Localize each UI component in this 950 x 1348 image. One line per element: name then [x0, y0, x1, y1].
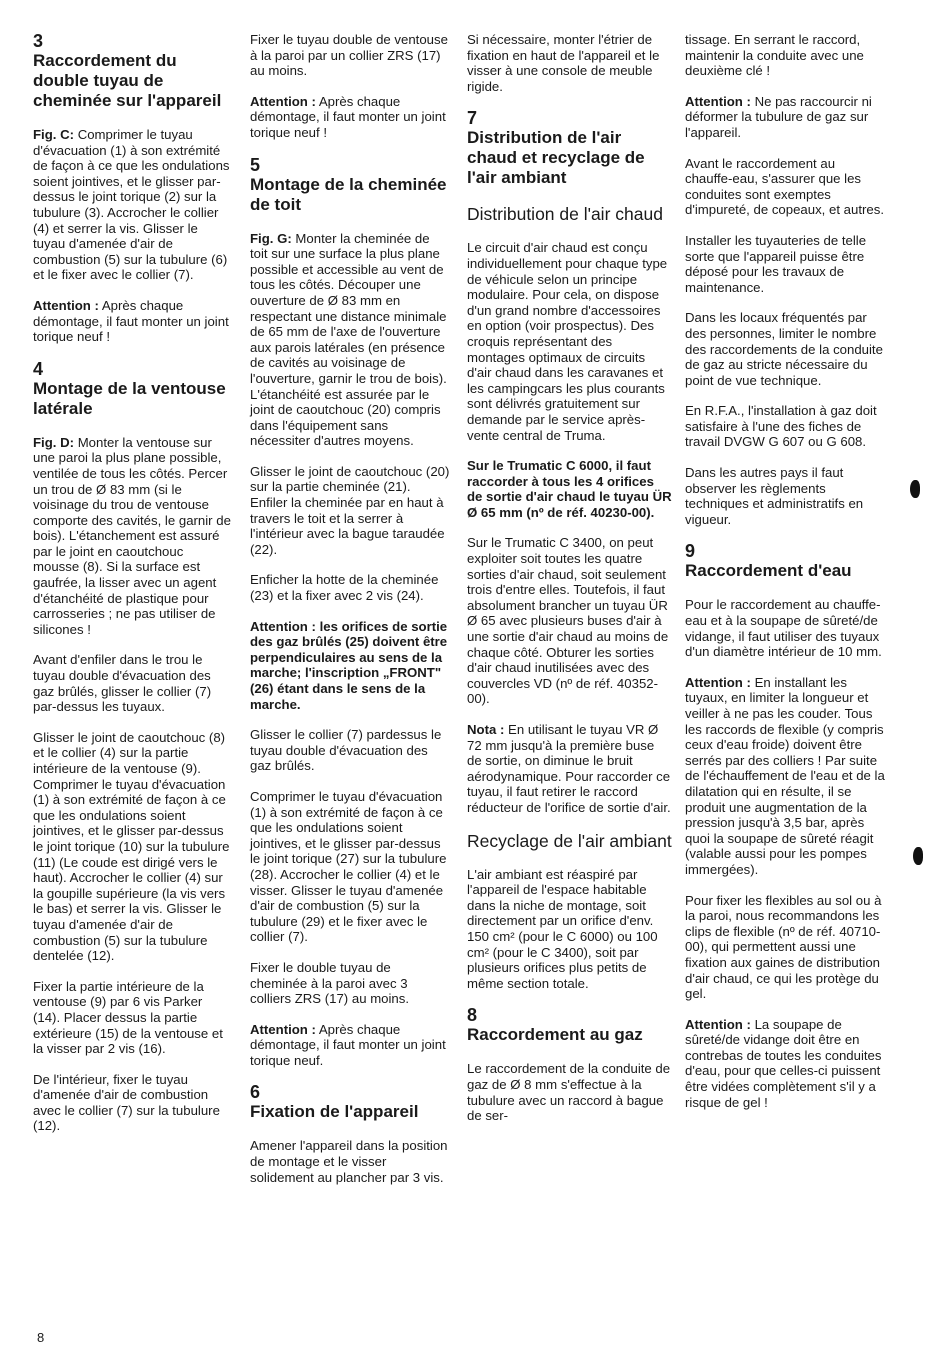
paragraph: En R.F.A., l'installation à gaz doit satisfaire à l'une des fiches de travail DVGW G 607 ou G 608. [685, 403, 877, 450]
paragraph: Glisser le joint de caoutchouc (8) et le collier (4) sur la partie intérieure de la ventouse (9). Comprimer le tuyau d'évacuation (1) à son extrémité de façon à ce que les ondulations soient jointives, et le glisser par-dessus le joint torique (10) sur la tubulure (11) (Le coude est dirigé vers le haut). Accrocher le collier (4) sur la goupille supérieure (la vis vers le bas) et serrer la vis. Glisser le tuyau d'amenée d'air de combustion (5) sur la tubulure dentelée (12). [33, 729, 230, 964]
attention-label: Attention : [250, 1021, 316, 1037]
section-4-title: Montage de la ventouse latérale [33, 378, 226, 418]
paragraph-text: Après chaque démontage, il faut monter un joint torique neuf. [250, 1021, 446, 1068]
paragraph: Dans les locaux fréquentés par des personnes, limiter le nombre des raccordements de la conduite de gaz au stricte nécessaire du point de vue technique. [685, 310, 883, 388]
attention-label: Attention : [685, 93, 751, 109]
section-3-title: Raccordement du double tuyau de cheminée sur l'appareil [33, 51, 222, 110]
paragraph [685, 1017, 885, 1111]
section-3-number: 3 [33, 31, 44, 51]
section-7-number: 7 [467, 108, 478, 129]
paragraph-text: Comprimer le tuyau d'évacuation (1) à son extrémité de façon à ce que les ondulations soient jointives, et le glisser par-dessus le joint torique (2) sur la tubulure (3). Accrocher le collier (4) et serrer la vis. Glisser le tuyau d'amenée d'air de combustion (5) sur la tubulure (6) et le fixer avec le collier (7). [33, 127, 230, 283]
paragraph: Comprimer le tuyau d'évacuation (1) à son extrémité de façon à ce que les ondulations soient jointives, et le glisser par-dessus le joint torique (27) sur la tubulure (28). Accrocher le collier (4) et le visser. Glisser le tuyau d'amenée d'air de combustion (5) sur la tubulure (29) et le fixer avec le collier (7). [250, 788, 447, 945]
paragraph: De l'intérieur, fixer le tuyau d'amenée d'air de combustion avec le collier (7) sur la tubulure (12). [33, 1071, 220, 1134]
section-8-title: Raccordement au gaz [467, 1025, 643, 1045]
attention-label: Attention : [33, 297, 99, 313]
paragraph [250, 231, 450, 449]
paragraph: Fixer le double tuyau de cheminée à la paroi avec 3 colliers ZRS (17) au moins. [250, 959, 410, 1007]
column-2 [250, 32, 450, 1200]
subsection-title: Distribution de l'air chaud [467, 204, 663, 225]
column-3 [467, 32, 672, 1139]
paragraph: Fixer le tuyau double de ventouse à la paroi par un collier ZRS (17) au moins. [250, 32, 448, 79]
section-5-title: Montage de la cheminée de toit [250, 174, 447, 214]
paragraph-text: Après chaque démontage, il faut monter un joint torique neuf ! [250, 93, 446, 140]
binding-hole-mark-icon [910, 480, 920, 498]
paragraph-bold [250, 619, 450, 713]
fig-d-label: Fig. D: [33, 434, 75, 450]
paragraph [685, 675, 885, 878]
paragraph-text: En utilisant le tuyau VR Ø 72 mm jusqu'à la première buse de sortie, on diminue le bruit aérodynamique. Pour raccorder ce tuyau, il faut retirer le raccord réducteur de l'orifice de sortie d'air. [467, 722, 671, 815]
attention-label: Attention : [250, 618, 316, 634]
section-7-title: Distribution de l'air chaud et recyclage de l'air ambiant [467, 128, 645, 188]
fig-g-label: Fig. G: [250, 230, 292, 246]
nota-label: Nota : [467, 722, 505, 737]
paragraph: Pour fixer les flexibles au sol ou à la paroi, nous recommandons les clips de flexible (nº de réf. 40710-00), qui permettent aussi une fixation aux gaines de distribution d'air chaud, ce qui les protège du gel. [685, 892, 882, 1002]
section-9-number: 9 [685, 541, 696, 562]
paragraph-text: Ne pas raccourcir ni déformer la tubulure de gaz sur l'appareil. [685, 93, 872, 140]
paragraph [685, 94, 885, 141]
paragraph [33, 298, 233, 345]
paragraph-text: les orifices de sortie des gaz brûlés (25) doivent être perpendiculaires au sens de la marche; l'inscription „FRONT" (26) étant dans le sens de la marche. [250, 618, 448, 712]
column-4 [685, 32, 885, 1125]
paragraph-text: En installant les tuyaux, en limiter la longueur et veiller à ne pas les couder. Tous les raccords de flexible (y compris ceux d'eau froide) doivent être serrés par des colliers ! Par suite de l'échauffement de l'eau et de la dilatation qui en résulte, il se produit une augmentation de la pression jusqu'à 3,5 bar, après quoi la soupape de sûreté réagit (valable aussi pour les pompes immergées). [685, 674, 885, 877]
section-6-number: 6 [250, 1082, 261, 1103]
paragraph: Le raccordement de la conduite de gaz de Ø 8 mm s'effectue à la tubulure avec un raccord à bague de ser- [467, 1061, 671, 1124]
paragraph: Installer les tuyauteries de telle sorte que l'appareil puisse être déposé pour les travaux de maintenance. [685, 232, 867, 295]
paragraph: Glisser le joint de caoutchouc (20) sur la partie cheminée (21). Enfiler la cheminée par en haut à travers le toit et la serrer à l'intérieur avec la bague taraudée (22). [250, 463, 450, 557]
column-1 [33, 32, 233, 1149]
paragraph: Pour le raccordement au chauffe-eau et à la soupape de sûreté/de vidange, il faut utiliser des tuyaux d'un diamètre intérieur de 10 mm. [685, 597, 882, 660]
paragraph [250, 94, 450, 141]
attention-label: Attention : [685, 1016, 751, 1032]
section-5-number: 5 [250, 154, 261, 175]
attention-label: Attention : [250, 93, 316, 109]
paragraph: Si nécessaire, monter l'étrier de fixation en haut de l'appareil et le visser à une console de meuble rigide. [467, 32, 660, 94]
paragraph-text: La soupape de sûreté/de vidange doit être en contrebas de toutes les conduites d'eau, pour que celles-ci puissent être vidées complètement s'il y a risque de gel ! [685, 1016, 882, 1110]
paragraph [33, 127, 233, 283]
paragraph: Amener l'appareil dans la position de montage et le visser solidement au plancher par 3 vis. [250, 1138, 448, 1185]
paragraph-text: Monter la cheminée de toit sur une surface la plus plane possible et accessible au vent de tous les côtés. Découper une ouverture de Ø 83 mm en respectant une distance minimale de 65 mm de l'axe de l'ouverture aux parois latérales (en présence de cavités au voisinage de l'ouverture, garnir le trou de bois). L'étanchéité est assurée par le joint de caoutchouc (20) compris dans l'équipement sans nécessiter d'autres moyens. [250, 230, 447, 449]
paragraph: L'air ambiant est réaspiré par l'appareil de l'espace habitable dans la niche de montage, soit directement par un orifice d'env. 150 cm² (pour le C 6000) ou 100 cm² (pour le C 3400), soit par plusieurs orifices plus petits de même section totale. [467, 866, 658, 991]
paragraph-text: Monter la ventouse sur une paroi la plus plane possible, ventilée de tous les côtés. Percer un trou de Ø 83 mm (si le voisinage du trou de ventouse comporte des cavités, le garnir de bois). L'étanchement est assuré par le joint en caoutchouc mousse (8). Si la surface est gaufrée, la lisser avec un agent d'étanchéité de plastique pour carrosseries ; ne pas utiliser de silicones ! [33, 434, 231, 637]
paragraph: Avant le raccordement au chauffe-eau, s'assurer que les conduites sont exemptes d'impureté, de copeaux, et autres. [685, 155, 884, 218]
paragraph: Dans les autres pays il faut observer les règlements techniques et administratifs en vigueur. [685, 465, 864, 527]
paragraph: Enficher la hotte de la cheminée (23) et la fixer avec 2 vis (24). [250, 572, 439, 604]
section-6-title: Fixation de l'appareil [250, 1102, 419, 1122]
binding-hole-mark-icon [913, 847, 923, 865]
paragraph: Glisser le collier (7) pardessus le tuyau double d'évacuation des gaz brûlés. [250, 727, 442, 774]
section-9-title: Raccordement d'eau [685, 561, 852, 581]
section-8-number: 8 [467, 1005, 478, 1026]
paragraph: tissage. En serrant le raccord, maintenir la conduite avec une deuxième clé ! [685, 32, 864, 79]
subsection-title: Recyclage de l'air ambiant [467, 830, 672, 851]
fig-c-label: Fig. C: [33, 127, 75, 142]
paragraph: Avant d'enfiler dans le trou le tuyau double d'évacuation des gaz brûlés, glisser le collier (7) par-dessus les tuyaux. [33, 652, 212, 715]
paragraph-text: Après chaque démontage, il faut monter un joint torique neuf ! [33, 297, 229, 345]
paragraph [33, 435, 233, 638]
page-number: 8 [37, 1330, 45, 1345]
paragraph [250, 1022, 450, 1069]
paragraph [467, 722, 672, 816]
attention-label: Attention : [685, 674, 751, 690]
paragraph: Fixer la partie intérieure de la ventouse (9) par 6 vis Parker (14). Placer dessus la partie extérieure (15) de la ventouse et la visser par 2 vis (16). [33, 978, 223, 1057]
paragraph: Sur le Trumatic C 3400, on peut exploiter soit toutes les quatre sorties d'air chaud, soit seulement trois d'entre elles. Toutefois, il faut absolument brancher un tuyau ÜR Ø 65 avec plusieurs buses d'air à une sortie d'air chaud au moins de chaque côté. Obturer les sorties d'air chaud inutilisées avec des couvercles VD (nº de réf. 40352-00). [467, 535, 669, 707]
section-4-number: 4 [33, 358, 44, 379]
paragraph-bold: Sur le Trumatic C 6000, il faut raccorder à tous les 4 orifices de sortie d'air chaud le tuyau ÜR Ø 65 mm (nº de réf. 40230-00). [467, 458, 672, 520]
paragraph: Le circuit d'air chaud est conçu individuellement pour chaque type de véhicule selon un principe modulaire. Pour cela, on dispose d'un grand nombre d'accessoires en option (voir prospectus). Des croquis représentant des montages optimaux de circuits d'air chaud dans les caravanes et les campingcars les plus courants sont délivrés gratuitement sur demande par le service après-vente central de Truma. [467, 240, 668, 443]
